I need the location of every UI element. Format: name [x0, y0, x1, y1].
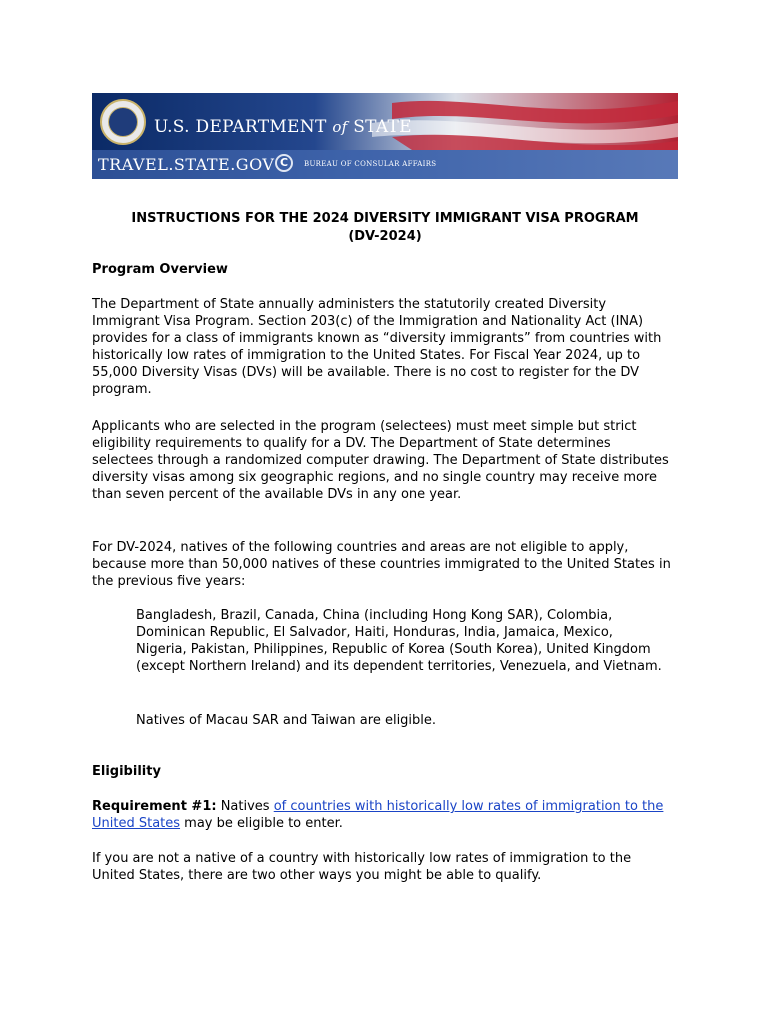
requirement-1-label: Requirement #1:: [92, 799, 217, 814]
document-title: [92, 210, 678, 246]
ineligible-countries-intro: For DV-2024, natives of the following countries and areas are not eligible to apply, because more than 50,000 natives of these countries immigrated to the United States in the previous five years:: [92, 540, 671, 589]
overview-paragraph-1: The Department of State annually administers the statutorily created Diversity Immigrant Visa Program. Section 203(c) of the Immigration and Nationality Act (INA) provides for a class of immigrants known as “diversity immigrants” from countries with historically low rates of immigration to the United States. For Fiscal Year 2024, up to 55,000 Diversity Visas (DVs) will be available. There is no cost to register for the DV program.: [92, 297, 662, 397]
dos-banner: [92, 93, 678, 179]
title-line-2: (DV-2024): [348, 229, 422, 244]
ineligible-countries-list: Bangladesh, Brazil, Canada, China (including Hong Kong SAR), Colombia, Dominican Republic, El Salvador, Haiti, Honduras, India, Jamaica, Mexico, Nigeria, Pakistan, Philippines, Republic of Korea (South Korea), United Kingdom (except Northern Ireland) and its dependent territories, Venezuela, and Vietnam.: [136, 608, 662, 674]
requirement-1-pre: Natives: [216, 799, 274, 814]
other-ways-paragraph: If you are not a native of a country with historically low rates of immigration to the United States, there are two other ways you might be able to qualify.: [92, 851, 632, 883]
banner-department-title: U.S. DEPARTMENT of STATE: [154, 117, 412, 137]
department-seal-icon: [100, 99, 146, 145]
requirement-1: [92, 798, 672, 832]
overview-paragraph-2: Applicants who are selected in the program (selectees) must meet simple but strict eligibility requirements to qualify for a DV. The Department of State determines selectees through a randomized computer drawing. The Department of State distributes diversity visas among six geographic regions, and no single country may receive more than seven percent of the available DVs in any one year.: [92, 419, 669, 502]
travel-state-gov-logo: TRAVEL.STATE.GOV: [98, 155, 275, 174]
low-immigration-countries-link[interactable]: of countries with historically low rates of immigration to the United States: [92, 799, 664, 831]
eligible-note: Natives of Macau SAR and Taiwan are eligible.: [136, 713, 437, 728]
requirement-1-post: may be eligible to enter.: [180, 816, 343, 831]
title-line-1: INSTRUCTIONS FOR THE 2024 DIVERSITY IMMIGRANT VISA PROGRAM: [131, 211, 639, 226]
program-overview-heading: Program Overview: [92, 262, 228, 277]
bureau-label: BUREAU OF CONSULAR AFFAIRS: [304, 160, 437, 168]
eligibility-heading: Eligibility: [92, 764, 161, 779]
consular-affairs-icon: C: [275, 154, 293, 172]
